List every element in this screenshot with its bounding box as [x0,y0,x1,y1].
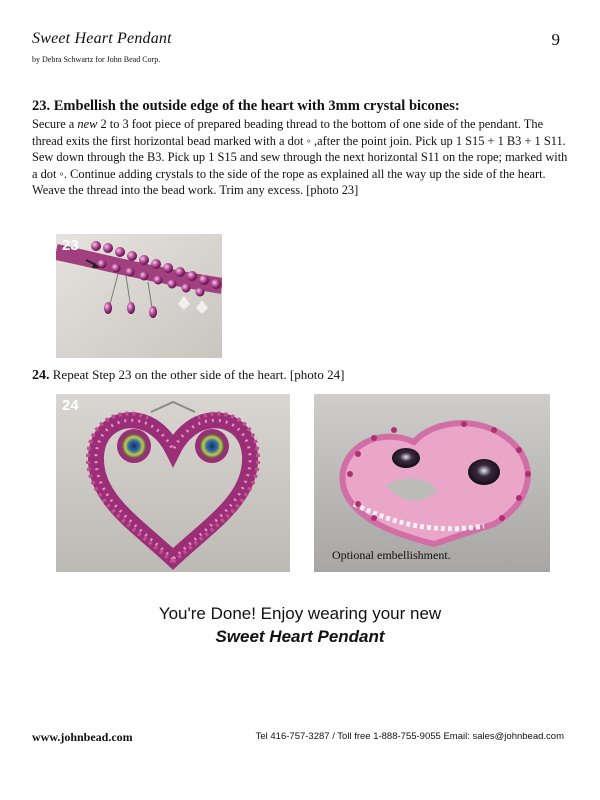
photo-embellishment-image [314,394,550,572]
photo-embellishment [314,394,550,572]
step-23-text-em: new [77,117,98,131]
page-number: 9 [551,30,560,49]
closing-title: Sweet Heart Pendant [215,627,385,646]
footer-website-link[interactable]: www.johnbead.com [32,730,133,744]
photo-24 [56,394,290,572]
footer-contact: Tel 416-757-3287 / Toll free 1-888-755-9055 Email: sales@johnbead.com [255,731,564,742]
page-title: Sweet Heart Pendant [32,30,172,47]
step-24-number: 24. [32,368,50,383]
photo-23 [56,234,222,358]
closing-message [0,604,600,647]
photo-24-image [56,394,290,572]
embellishment-caption: Optional embellishment. [332,548,451,562]
photo-24-label: 24 [62,397,79,414]
step-23-body [32,116,568,199]
step-23-text-a: Secure a [32,117,78,131]
step-24-text: Repeat Step 23 on the other side of the heart. [photo 24] [49,367,345,382]
step-23-text-b: 2 to 3 foot piece of prepared beading thread to the bottom of one side of the pendant. The thread exits the first horizontal bead marked with a dot ◦ ,after the point join. Pick up 1 S15 + 1 B3 + 1 S11. Sew down through the B3. Pick up 1 S15 and sew through the next horizontal S11 on the rope; marked with a dot ◦. Continue adding crystals to the side of the rope as explained all the way up the side of the heart. Weave the thread into the bead work. Trim any excess. [photo 23] [32,117,568,198]
photo-23-image [56,234,222,358]
step-23 [32,98,568,199]
byline: by Debra Schwartz for John Bead Corp. [32,55,161,64]
photo-23-label: 23 [62,237,79,254]
step-23-number: 23. [32,98,51,114]
closing-line: You're Done! Enjoy wearing your new [158,604,442,623]
step-23-paragraph [32,116,568,199]
step-24 [32,367,568,384]
step-23-heading [32,98,568,115]
step-23-title: Embellish the outside edge of the heart with 3mm crystal bicones: [53,98,460,114]
